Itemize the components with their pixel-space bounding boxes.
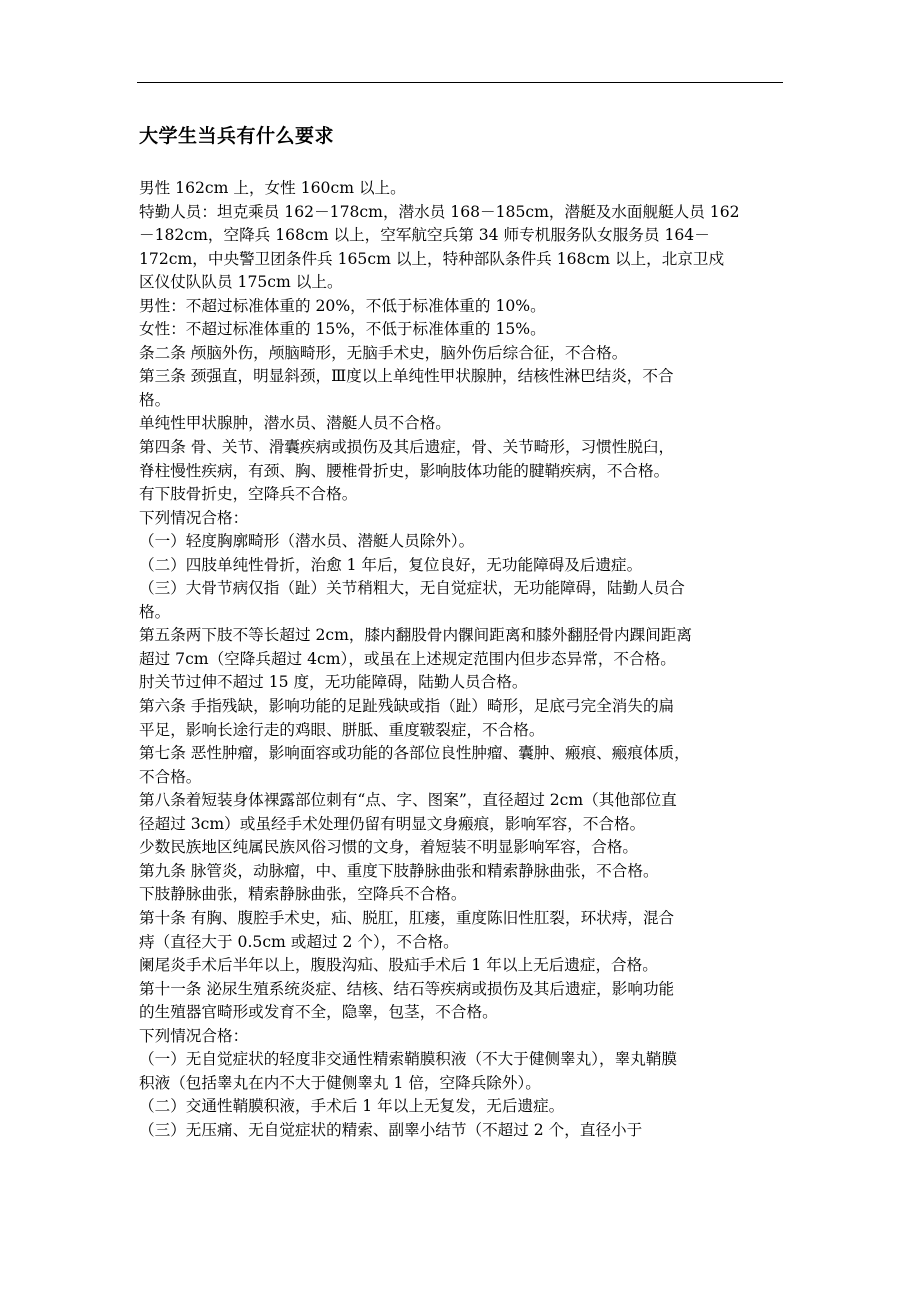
text-line: 积液（包括睾丸在内不大于健侧睾丸 1 倍，空降兵除外）。 xyxy=(139,1073,541,1092)
text-line: 男性 162cm 上，女性 160cm 以上。 xyxy=(139,179,406,197)
text-line: 下列情况合格： xyxy=(139,508,249,527)
text-line: 格。 xyxy=(139,602,171,621)
text-line: 下列情况合格： xyxy=(139,1026,249,1045)
text-line: －182cm，空降兵 168cm 以上，空军航空兵第 34 师专机服务队女服务员 164－ xyxy=(139,226,710,245)
text-line: （三）无压痛、无自觉症状的精索、副睾小结节（不超过 2 个，直径小于 xyxy=(139,1120,643,1139)
text-line: （一）无自觉症状的轻度非交通性精索鞘膜积液（不大于健侧睾丸），睾丸鞘膜 xyxy=(139,1050,677,1069)
text-line: 第六条 手指残缺，影响功能的足趾残缺或指（趾）畸形，足底弓完全消失的扁 xyxy=(139,697,675,716)
text-line: 第三条 颈强直，明显斜颈，Ⅲ度以上单纯性甲状腺肿，结核性淋巴结炎，不合 xyxy=(139,367,674,386)
text-line: 第十一条 泌尿生殖系统炎症、结核、结石等疾病或损伤及其后遗症，影响功能 xyxy=(139,979,675,998)
text-line: （一）轻度胸廓畸形（潜水员、潜艇人员除外）。 xyxy=(139,532,475,551)
text-line: 阑尾炎手术后半年以上，腹股沟疝、股疝手术后 1 年以上无后遗症，合格。 xyxy=(139,956,658,975)
text-line: 男性：不超过标准体重的 20%，不低于标准体重的 10%。 xyxy=(139,296,546,315)
text-line: 痔（直径大于 0.5cm 或超过 2 个），不合格。 xyxy=(139,932,459,951)
text-line: 超过 7cm（空降兵超过 4cm），或虽在上述规定范围内但步态异常，不合格。 xyxy=(139,649,676,668)
document-body xyxy=(139,177,787,1142)
text-line: 脊柱慢性疾病，有颈、胸、腰椎骨折史，影响肢体功能的腱鞘疾病，不合格。 xyxy=(139,461,670,480)
text-line: 第四条 骨、关节、滑囊疾病或损伤及其后遗症，骨、关节畸形，习惯性脱臼， xyxy=(139,438,675,457)
text-line: 单纯性甲状腺肿，潜水员、潜艇人员不合格。 xyxy=(139,414,451,433)
text-line: 172cm，中央警卫团条件兵 165cm 以上，特种部队条件兵 168cm 以上，北京卫戍 xyxy=(139,249,725,268)
text-line: 平足，影响长途行走的鸡眼、胼胝、重度皲裂症，不合格。 xyxy=(139,720,545,739)
text-line: 少数民族地区纯属民族风俗习惯的文身，着短装不明显影响军容，合格。 xyxy=(139,838,639,857)
text-line: 下肢静脉曲张，精索静脉曲张，空降兵不合格。 xyxy=(139,885,467,904)
text-line: 第七条 恶性肿瘤，影响面容或功能的各部位良性肿瘤、囊肿、瘢痕、瘢痕体质， xyxy=(139,744,690,763)
text-line: 肘关节过伸不超过 15 度，无功能障碍，陆勤人员合格。 xyxy=(139,673,528,692)
text-line: 第十条 有胸、腹腔手术史，疝、脱肛，肛瘘，重度陈旧性肛裂，环状痔，混合 xyxy=(139,908,675,927)
text-line: （三）大骨节病仅指（趾）关节稍粗大，无自觉症状，无功能障碍，陆勤人员合 xyxy=(139,579,685,598)
text-line: （二）交通性鞘膜积液，手术后 1 年以上无复发，无后遗症。 xyxy=(139,1097,565,1116)
document-title: 大学生当兵有什么要求 xyxy=(139,125,335,147)
text-line: 第八条着短装身体裸露部位刺有“点、字、图案”，直径超过 2cm（其他部位直 xyxy=(139,791,677,810)
text-line: 第五条两下肢不等长超过 2cm，膝内翻股骨内髁间距离和膝外翻胫骨内踝间距离 xyxy=(139,626,692,645)
text-line: 条二条 颅脑外伤，颅脑畸形，无脑手术史，脑外伤后综合征，不合格。 xyxy=(139,343,628,362)
text-line: 格。 xyxy=(139,390,171,409)
text-line: 第九条 脉管炎，动脉瘤，中、重度下肢静脉曲张和精索静脉曲张，不合格。 xyxy=(139,861,659,880)
text-line: （二）四肢单纯性骨折，治愈 1 年后，复位良好，无功能障碍及后遗症。 xyxy=(139,555,643,574)
text-line: 不合格。 xyxy=(139,767,202,786)
text-line: 特勤人员：坦克乘员 162－178cm，潜水员 168－185cm，潜艇及水面舰艇人员 162 xyxy=(139,202,740,221)
text-line: 区仪仗队队员 175cm 以上。 xyxy=(139,273,343,292)
header-rule xyxy=(137,82,783,83)
text-line: 女性：不超过标准体重的 15%，不低于标准体重的 15%。 xyxy=(139,320,546,339)
text-line: 的生殖器官畸形或发育不全，隐睾，包茎，不合格。 xyxy=(139,1003,498,1022)
text-line: 径超过 3cm）或虽经手术处理仍留有明显文身瘢痕，影响军容，不合格。 xyxy=(139,814,646,833)
text-line: 有下肢骨折史，空降兵不合格。 xyxy=(139,485,358,504)
